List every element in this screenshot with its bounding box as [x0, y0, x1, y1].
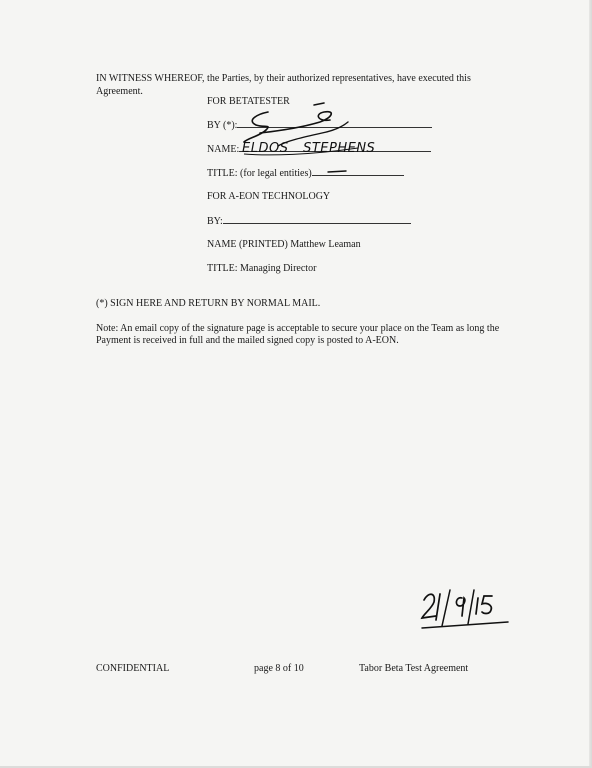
footer-document-title: Tabor Beta Test Agreement	[359, 663, 469, 674]
handwritten-name	[240, 136, 376, 158]
betatester-by-label: BY (*):	[207, 120, 238, 131]
betatester-heading: FOR BETATESTER	[207, 96, 290, 107]
aeon-by-row	[207, 216, 447, 227]
title-dash-mark	[326, 168, 348, 176]
handwritten-name-first: ELDOS	[242, 141, 289, 156]
aeon-title-line: TITLE: Managing Director	[207, 263, 317, 274]
handwritten-date	[418, 584, 514, 634]
email-copy-note: Note: An email copy of the signature page is acceptable to secure your place on the Team as long the Payment is received in full and the mailed signed copy is posted to A-EON.	[96, 323, 500, 346]
betatester-title-label: TITLE: (for legal entities)	[207, 168, 312, 179]
betatester-name-label: NAME:	[207, 144, 240, 155]
handwritten-name-last: STEPHENS	[303, 141, 376, 156]
sign-here-instruction: (*) SIGN HERE AND RETURN BY NORMAL MAIL.	[96, 298, 321, 309]
aeon-heading: FOR A-EON TECHNOLOGY	[207, 191, 331, 202]
footer-confidential: CONFIDENTIAL	[96, 663, 170, 674]
aeon-name-line: NAME (PRINTED) Matthew Leaman	[207, 239, 361, 250]
footer-page-number: page 8 of 10	[254, 663, 304, 674]
aeon-signature-line	[223, 223, 411, 224]
aeon-by-label: BY:	[207, 216, 223, 227]
witness-clause: IN WITNESS WHEREOF, the Parties, by their authorized representatives, have executed this Agreement.	[96, 73, 471, 97]
